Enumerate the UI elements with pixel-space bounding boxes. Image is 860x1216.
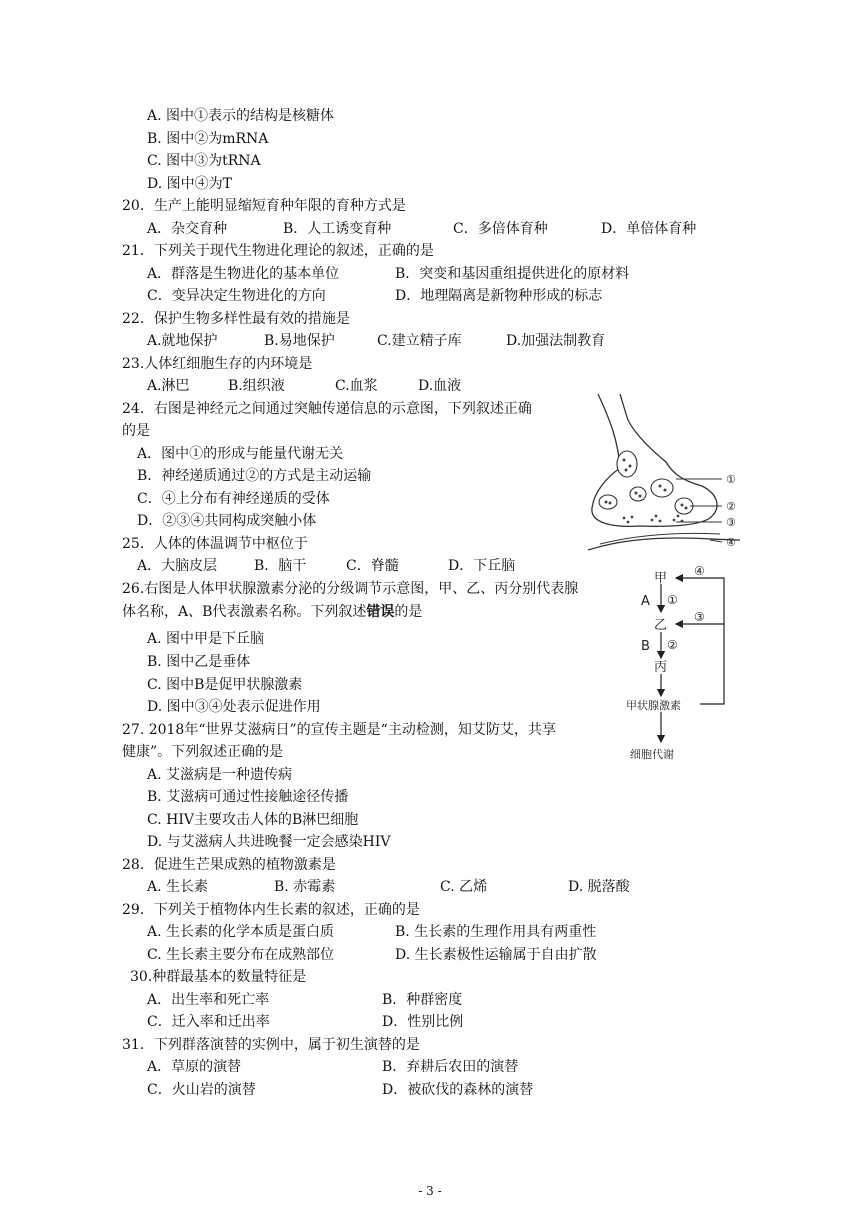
synapse-label-2: ② — [726, 500, 736, 513]
q26-option-c: C. 图中B是促甲状腺激素 — [147, 677, 303, 693]
mitochondrion-1 — [617, 451, 637, 477]
q24-option-b: B．神经递质通过②的方式是主动运输 — [137, 468, 372, 484]
q31-row2 — [147, 1081, 533, 1099]
arrow-label-3: ③ — [694, 610, 705, 624]
q25-option-c: C．脊髓 — [346, 558, 399, 574]
q29-option-b: B. 生长素的生理作用具有两重性 — [395, 924, 597, 940]
synapse-label-1: ① — [726, 473, 736, 486]
q30-option-d: D．性别比例 — [382, 1014, 464, 1030]
q20-option-d: D．单倍体育种 — [601, 221, 697, 237]
q26-stem-emphasis: 错误 — [366, 604, 395, 620]
q30-row1 — [147, 991, 462, 1009]
gland-yi: 乙 — [654, 618, 668, 633]
synapse-label-3: ③ — [726, 516, 736, 529]
q29-option-c: C. 生长素主要分布在成熟部位 — [147, 947, 335, 963]
q20-option-c: C．多倍体育种 — [453, 221, 548, 237]
q31-option-c: C．火山岩的演替 — [147, 1082, 256, 1098]
q28-option-c: C. 乙烯 — [440, 879, 488, 895]
hormone-a-label: A — [641, 594, 650, 609]
q28-option-d: D. 脱落酸 — [568, 879, 630, 895]
arrow-label-2: ② — [667, 638, 678, 652]
q25-stem: 25．人体的体温调节中枢位于 — [122, 536, 308, 552]
q29-option-d: D. 生长素极性运输属于自由扩散 — [395, 947, 597, 963]
synapse-diagram — [580, 390, 750, 555]
q24-option-d: D．②③④共同构成突触小体 — [137, 513, 317, 529]
page-number: - 3 - — [418, 1184, 442, 1198]
hormone-b-label: B — [641, 639, 650, 654]
q23-option-d: D.血液 — [418, 378, 462, 394]
q21-option-d: D．地理隔离是新物种形成的标志 — [395, 288, 603, 304]
q23-option-b: B.组织液 — [228, 378, 285, 394]
q21-option-b: B．突变和基因重组提供进化的原材料 — [395, 266, 630, 282]
q21-row1 — [147, 265, 629, 283]
q23-option-c: C.血浆 — [335, 378, 378, 394]
q19-option-a: A. 图中①表示的结构是核糖体 — [147, 108, 335, 124]
q19-option-d: D. 图中④为T — [147, 176, 232, 192]
arrow-label-1: ① — [667, 593, 678, 607]
q30-option-c: C．迁入率和迁出率 — [147, 1014, 270, 1030]
q28-option-b: B. 赤霉素 — [274, 879, 336, 895]
thyroid-regulation-diagram — [608, 558, 738, 768]
q29-option-a: A. 生长素的化学本质是蛋白质 — [147, 924, 335, 940]
q31-option-a: A．草原的演替 — [147, 1059, 242, 1075]
q22-stem: 22．保护生物多样性最有效的措施是 — [122, 311, 350, 327]
q26-option-a: A. 图中甲是下丘脑 — [147, 631, 265, 647]
q30-option-a: A．出生率和死亡率 — [147, 992, 270, 1008]
q22-option-b: B.易地保护 — [264, 333, 335, 349]
q27-stem-line1: 27. 2018年“世界艾滋病日”的宣传主题是“主动检测，知艾防艾，共享 — [122, 722, 556, 738]
q19-option-b: B. 图中②为mRNA — [147, 131, 269, 147]
q31-option-b: B．弃耕后农田的演替 — [382, 1059, 519, 1075]
q21-option-a: A．群落是生物进化的基本单位 — [147, 266, 340, 282]
q23-options — [147, 377, 461, 395]
q21-row2 — [147, 287, 602, 305]
q20-option-a: A．杂交育种 — [147, 221, 228, 237]
q21-stem: 21．下列关于现代生物进化理论的叙述，正确的是 — [122, 243, 434, 259]
q27-option-a: A. 艾滋病是一种遗传病 — [147, 767, 293, 783]
q24-stem-line2: 的是 — [122, 423, 150, 439]
gland-bing: 丙 — [654, 660, 668, 675]
gland-jia: 甲 — [654, 571, 668, 586]
q25-option-d: D．下丘脑 — [448, 558, 516, 574]
q27-option-b: B. 艾滋病可通过性接触途径传播 — [147, 789, 349, 805]
q20-option-b: B．人工诱变育种 — [283, 221, 392, 237]
q29-row2 — [147, 946, 597, 964]
q26-option-b: B. 图中乙是垂体 — [147, 654, 251, 670]
q19-option-c: C. 图中③为tRNA — [147, 153, 261, 169]
vesicle-1 — [599, 495, 617, 509]
cell-metabolism-label: 细胞代谢 — [630, 748, 674, 761]
q30-stem: 30.种群最基本的数量特征是 — [130, 969, 307, 985]
q20-options — [147, 220, 696, 238]
q22-option-c: C.建立精子库 — [377, 333, 462, 349]
q26-stem-part2: 的是 — [394, 604, 423, 620]
vesicle-2 — [630, 487, 646, 501]
q30-row2 — [147, 1013, 463, 1031]
q21-option-c: C．变异决定生物进化的方向 — [147, 288, 326, 304]
q26-stem-part1: 体名称，A、B代表激素名称。下列叙述 — [122, 604, 367, 620]
thyroid-hormone-label: 甲状腺激素 — [626, 699, 681, 712]
q26-stem-line1: 26.右图是人体甲状腺激素分泌的分级调节示意图，甲、乙、丙分别代表腺 — [122, 581, 579, 597]
q22-options — [147, 332, 605, 350]
q26-option-d: D. 图中③④处表示促进作用 — [147, 699, 321, 715]
q29-stem: 29．下列关于植物体内生长素的叙述，正确的是 — [122, 902, 420, 918]
q27-stem-line2: 健康”。下列叙述正确的是 — [122, 744, 284, 760]
q28-stem: 28．促进生芒果成熟的植物激素是 — [122, 857, 336, 873]
arrow-label-4: ④ — [694, 564, 705, 578]
q27-option-c: C. HIV主要攻击人体的B淋巴细胞 — [147, 812, 359, 828]
q31-stem: 31．下列群落演替的实例中，属于初生演替的是 — [122, 1037, 420, 1053]
q30-option-b: B．种群密度 — [382, 992, 463, 1008]
postsynaptic-membrane — [588, 538, 740, 550]
q28-option-a: A. 生长素 — [147, 879, 209, 895]
q24-option-a: A．图中①的形成与能量代谢无关 — [137, 446, 344, 462]
q23-stem: 23.人体红细胞生存的内环境是 — [122, 356, 313, 372]
q20-stem: 20．生产上能明显缩短育种年限的育种方式是 — [122, 198, 406, 214]
q25-option-a: A．大脑皮层 — [137, 558, 218, 574]
synapse-label-4: ④ — [726, 536, 736, 549]
q31-option-d: D．被砍伐的森林的演替 — [382, 1082, 534, 1098]
q25-option-b: B．脑干 — [254, 558, 307, 574]
q24-option-c: C．④上分布有神经递质的受体 — [137, 491, 330, 507]
q26-stem-line2 — [122, 603, 422, 621]
mitochondrion-2 — [651, 479, 673, 497]
q29-row1 — [147, 923, 596, 941]
q27-option-d: D. 与艾滋病人共进晚餐一定会感染HIV — [147, 834, 391, 850]
q31-row1 — [147, 1058, 518, 1076]
q22-option-a: A.就地保护 — [147, 333, 218, 349]
q24-stem-line1: 24．右图是神经元之间通过突触传递信息的示意图，下列叙述正确 — [122, 401, 532, 417]
q25-options — [137, 557, 515, 575]
q28-options — [147, 878, 630, 896]
q22-option-d: D.加强法制教育 — [506, 333, 606, 349]
q23-option-a: A.淋巴 — [147, 378, 190, 394]
